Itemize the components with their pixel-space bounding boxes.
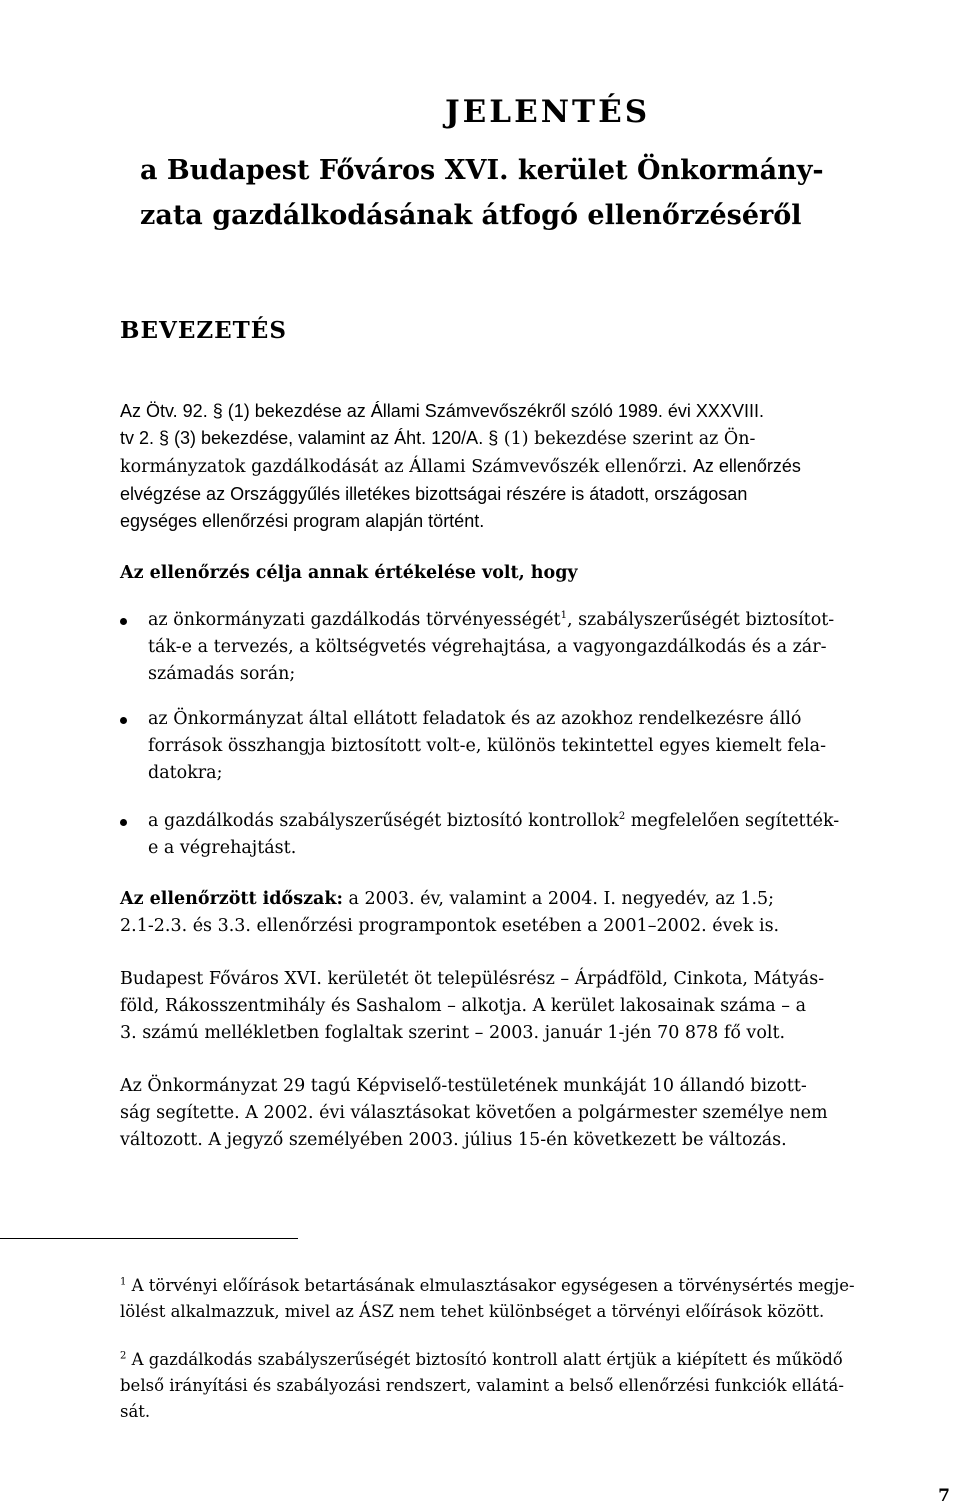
list-item-line: az Önkormányzat által ellátott feladatok és az azokhoz rendelkezésre álló <box>148 709 802 729</box>
list-item-text: , szabályszerűségét biztosítot- <box>566 610 835 630</box>
district-line: föld, Rákosszentmihály és Sashalom – alkotja. A kerület lakosainak száma – a <box>120 996 807 1016</box>
district-paragraph <box>120 966 955 1047</box>
audit-period-text: a 2003. év, valamint a 2004. I. negyedév, az 1.5; <box>342 889 775 909</box>
footnote-line <box>120 1347 955 1373</box>
goal-heading: Az ellenőrzés célja annak értékelése volt, hogy <box>120 563 578 583</box>
footnote <box>120 1273 955 1325</box>
list-item <box>120 808 955 862</box>
footnote-line: belső irányítási és szabályozási rendszert, valamint a belső ellenőrzési funkciók ellátá- <box>120 1376 844 1395</box>
district-line: 3. számú mellékletben foglaltak szerint – 2003. január 1-jén 70 878 fő volt. <box>120 1023 786 1043</box>
report-subtitle <box>140 148 940 238</box>
district-line: Budapest Főváros XVI. kerületét öt településrész – Árpádföld, Cinkota, Mátyás- <box>120 969 825 989</box>
list-item-line <box>148 607 955 634</box>
intro-line: egységes ellenőrzési program alapján történt. <box>120 511 485 531</box>
intro-paragraph <box>120 398 955 535</box>
audit-period-label: Az ellenőrzött időszak: <box>120 889 343 909</box>
report-subtitle-line: zata gazdálkodásának átfogó ellenőrzéséről <box>140 200 802 231</box>
section-title: BEVEZETÉS <box>120 317 287 344</box>
council-line: Az Önkormányzat 29 tagú Képviselő-testületének munkáját 10 állandó bizott- <box>120 1076 807 1096</box>
council-line: ság segítette. A 2002. évi választásokat követően a polgármester személye nem <box>120 1103 828 1123</box>
intro-fragment: Az ellenőrzés <box>692 456 801 476</box>
council-line: változott. A jegyző személyében 2003. július 15-én következett be változás. <box>120 1130 787 1150</box>
footnote-divider <box>0 1238 298 1239</box>
list-item-line: ták-e a tervezés, a költségvetés végrehajtása, a vagyongazdálkodás és a zár- <box>148 637 827 657</box>
list-item-text: az önkormányzati gazdálkodás törvényességét <box>148 610 561 630</box>
footnote-line <box>120 1273 955 1299</box>
footnote-ref: 1 <box>560 610 567 622</box>
list-item <box>120 706 955 787</box>
bullet-icon <box>120 618 127 625</box>
footnote-line: sát. <box>120 1402 151 1421</box>
council-paragraph <box>120 1073 955 1154</box>
list-item-text: a gazdálkodás szabályszerűségét biztosító kontrollok <box>148 811 619 831</box>
report-subtitle-line: a Budapest Főváros XVI. kerület Önkormány- <box>140 155 824 186</box>
audit-period-paragraph <box>120 886 955 940</box>
page-number: 7 <box>938 1486 950 1506</box>
footnote-ref: 2 <box>618 811 626 823</box>
intro-fragment: (1) bekezdése szerint az Ön- <box>498 429 756 449</box>
list-item-line: források összhangja biztosított volt-e, különös tekintettel egyes kiemelt fela- <box>148 736 826 756</box>
footnote-line: lölést alkalmazzuk, mivel az ÁSZ nem tehet különbséget a törvényi előírások között. <box>120 1302 825 1321</box>
list-item-line: datokra; <box>148 763 223 783</box>
footnote-text: A gazdálkodás szabályszerűségét biztosító kontroll alatt értjük a kiépített és működő <box>126 1350 843 1369</box>
report-title: JELENTÉS <box>445 94 651 130</box>
intro-fragment: kormányzatok gazdálkodását az Állami Számvevőszék ellenőrzi. <box>120 457 693 477</box>
list-item-text: megfelelően segítették- <box>625 811 840 831</box>
list-item-line <box>148 808 955 835</box>
bullet-icon <box>120 819 127 826</box>
list-item-line: számadás során; <box>148 664 296 684</box>
intro-fragment: tv 2. § (3) bekezdése, valamint az Áht. 120/A. § <box>120 428 499 448</box>
footnote-marker: 2 <box>120 1350 127 1362</box>
intro-line: elvégzése az Országgyűlés illetékes bizottságai részére is átadott, országosan <box>120 484 748 504</box>
list-item <box>120 607 955 688</box>
footnote <box>120 1347 955 1425</box>
footnote-text: A törvényi előírások betartásának elmulasztásakor egységesen a törvénysértés megje- <box>126 1276 855 1295</box>
intro-line <box>120 453 955 481</box>
footnote-marker: 1 <box>120 1276 127 1288</box>
audit-period-line <box>120 886 955 913</box>
audit-period-line: 2.1-2.3. és 3.3. ellenőrzési programpontok esetében a 2001–2002. évek is. <box>120 916 780 936</box>
list-item-line: e a végrehajtást. <box>148 838 297 858</box>
intro-line <box>120 425 955 453</box>
bullet-icon <box>120 717 127 724</box>
intro-line: Az Ötv. 92. § (1) bekezdése az Állami Számvevőszékről szóló 1989. évi XXXVIII. <box>120 401 764 421</box>
